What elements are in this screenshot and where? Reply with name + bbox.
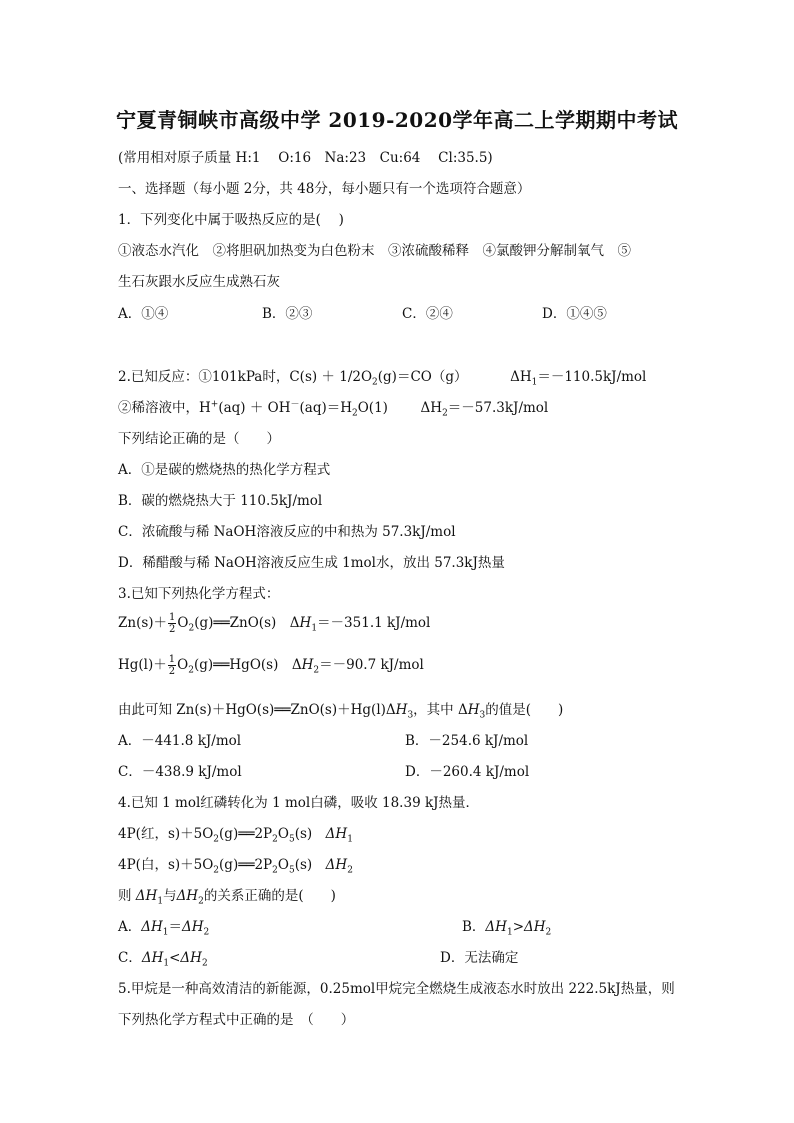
q1-stem: 1．下列变化中属于吸热反应的是( ): [118, 212, 344, 228]
q3-stem: 3.已知下列热化学方程式：: [118, 586, 280, 602]
q4-ask: 则 $\Delta H_1$与$\Delta H_2$的关系正确的是( ): [118, 888, 336, 907]
q2-option-b: B．碳的燃烧热大于 110.5kJ/mol: [118, 493, 323, 509]
q2-option-d: D．稀醋酸与稀 NaOH溶液反应生成 1mol水，放出 57.3kJ热量: [118, 555, 505, 571]
q1-option-d: D．①④⑤: [542, 306, 607, 322]
q4-stem: 4.已知 1 mol红磷转化为 1 mol白磷，吸收 18.39 kJ热量．: [118, 795, 480, 811]
q3-ask: 由此可知 $Zn(s)+HgO(s)══ZnO(s)+Hg(l)\Delta H_3$，其中 $\Delta H_3$的值是( ): [118, 702, 564, 721]
q1-items-line2: 生石灰跟水反应生成熟石灰: [118, 274, 280, 290]
q4-equation-2: 4P(白，$s)+5O_2(g)══2P_2O_5(s)$ $\Delta H_2$: [118, 857, 353, 876]
q2-option-a: A．①是碳的燃烧热的热化学方程式: [118, 462, 331, 478]
q5-stem-line2: 下列热化学方程式中正确的是 （ ）: [118, 1012, 355, 1028]
section-heading: 一、选择题（每小题 2分，共 48分，每小题只有一个选项符合题意）: [118, 181, 531, 197]
q1-option-b: B．②③: [262, 306, 313, 322]
q2-ask: 下列结论正确的是（ ）: [118, 431, 280, 447]
q1-items-line1: ①液态水汽化 ②将胆矾加热变为白色粉末 ③浓硫酸稀释 ④氯酸钾分解制氧气 ⑤: [118, 243, 631, 259]
q2-reaction-1: 2.已知反应：①101kPa时，$C(s) + 1/2O_2(g)=CO(g)$ $\Delta H_1=-110.5kJ$/mol: [118, 369, 647, 388]
q3-equation-2: Hg(l)＋ $\frac{1}{2}$ $O_2(g)══HgO(s)$ $\Delta H_2=-90.7$ kJ/mol: [118, 654, 424, 677]
exam-title: 宁夏青铜峡市高级中学 2019-2020学年高二上学期期中考试: [115, 108, 679, 132]
q1-option-a: A．①④: [118, 306, 169, 322]
fraction-half: $\frac{1}{2}$: [168, 654, 176, 677]
q3-option-b: B．－254.6 kJ/mol: [405, 733, 529, 749]
q3-option-a: A．－441.8 kJ/mol: [118, 733, 242, 749]
q4-option-b: B．$\Delta H_1>\Delta H_2$: [462, 919, 552, 938]
q2-reaction-2: ②稀溶液中，$H^+(aq) + OH^-(aq)=H_2O(1)$ $\Delta H_2=-57.3kJ$/mol: [118, 399, 549, 419]
q4-option-a: A．$\Delta H_1=\Delta H_2$: [118, 919, 210, 938]
q5-stem-line1: 5.甲烷是一种高效清洁的新能源，0.25mol甲烷完全燃烧生成液态水时放出 222.5kJ热量，则: [118, 981, 675, 997]
q1-option-c: C．②④: [402, 306, 453, 322]
atomic-mass-note: (常用相对原子质量 H:1 O:16 Na:23 Cu:64 Cl:35.5): [118, 150, 493, 166]
q3-equation-1: Zn(s)＋ $\frac{1}{2}$ $O_2(g)══ZnO(s)$ $\Delta H_1=-351.1$ kJ/mol: [118, 612, 431, 635]
q3-option-d: D．－260.4 kJ/mol: [405, 764, 530, 780]
fraction-half: $\frac{1}{2}$: [169, 612, 176, 635]
q2-option-c: C．浓硫酸与稀 NaOH溶液反应的中和热为 57.3kJ/mol: [118, 524, 456, 540]
q4-option-d: D．无法确定: [440, 950, 519, 966]
q4-equation-1: 4P(红，$s)+5O_2(g)══2P_2O_5(s)$ $\Delta H_1$: [118, 826, 353, 845]
q4-option-c: C．$\Delta H_1<\Delta H_2$: [118, 950, 208, 969]
q3-option-c: C．－438.9 kJ/mol: [118, 764, 242, 780]
